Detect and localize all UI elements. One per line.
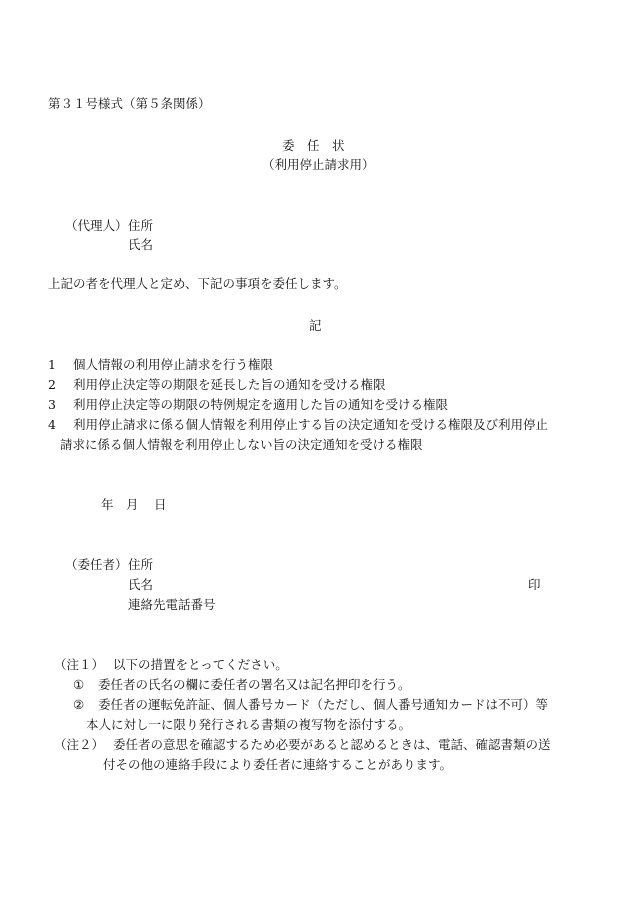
item-2-text: 利用停止決定等の期限を延長した旨の通知を受ける権限: [73, 377, 386, 392]
note-1-sub-2-text: 委任者の運転免許証、個人番号カード（ただし、個人番号通知カードは不可）等: [98, 697, 549, 712]
principal-address-label: 住所: [128, 557, 154, 572]
date-year: 年: [101, 497, 114, 512]
item-3-number: 3: [48, 397, 56, 412]
principal-phone-label: 連絡先電話番号: [128, 597, 216, 612]
principal-name-label: 氏名: [128, 577, 154, 592]
item-4-number: 4: [48, 417, 56, 432]
date-day: 日: [154, 497, 167, 512]
item-4-text-continued: 請求に係る個人情報を利用停止しない旨の決定通知を受ける権限: [60, 437, 423, 452]
note-1-label: （注１）: [54, 657, 105, 672]
principal-label: （委任者）: [65, 557, 128, 572]
note-2-label: （注２）: [54, 737, 105, 752]
item-1-text: 個人情報の利用停止請求を行う権限: [73, 357, 274, 372]
intro-text: 上記の者を代理人と定め、下記の事項を委任します。: [48, 276, 347, 291]
form-number: 第３１号様式（第５条関係）: [48, 96, 211, 111]
item-3-text: 利用停止決定等の期限の特例規定を適用した旨の通知を受ける権限: [73, 397, 449, 412]
note-1-sub-1-text: 委任者の氏名の欄に委任者の署名又は記名押印を行う。: [98, 677, 411, 692]
agent-name-label: 氏名: [128, 237, 154, 252]
note-2-continued: 付その他の連絡手段により委任者に連絡することがあります。: [103, 757, 453, 772]
seal-mark: 印: [528, 577, 541, 592]
item-1-number: 1: [48, 357, 56, 372]
note-1-sub-2-continued: 本人に対し一に限り発行される書類の複写物を添付する。: [86, 717, 412, 732]
date-month: 月: [126, 497, 139, 512]
agent-label: （代理人）: [65, 218, 128, 233]
item-4-text: 利用停止請求に係る個人情報を利用停止する旨の決定通知を受ける権限及び利用停止: [73, 417, 549, 432]
item-2-number: 2: [48, 377, 56, 392]
note-1-sub-1-number: ①: [73, 677, 85, 692]
note-1-text: 以下の措置をとってください。: [113, 657, 288, 672]
document-title: 委 任 状: [282, 138, 345, 153]
ki-heading: 記: [309, 318, 322, 333]
agent-address-label: 住所: [128, 218, 154, 233]
note-1-sub-2-number: ②: [73, 697, 85, 712]
document-subtitle: （利用停止請求用）: [262, 157, 375, 172]
note-2-text: 委任者の意思を確認するため必要があると認めるときは、電話、確認書類の送: [113, 737, 551, 752]
